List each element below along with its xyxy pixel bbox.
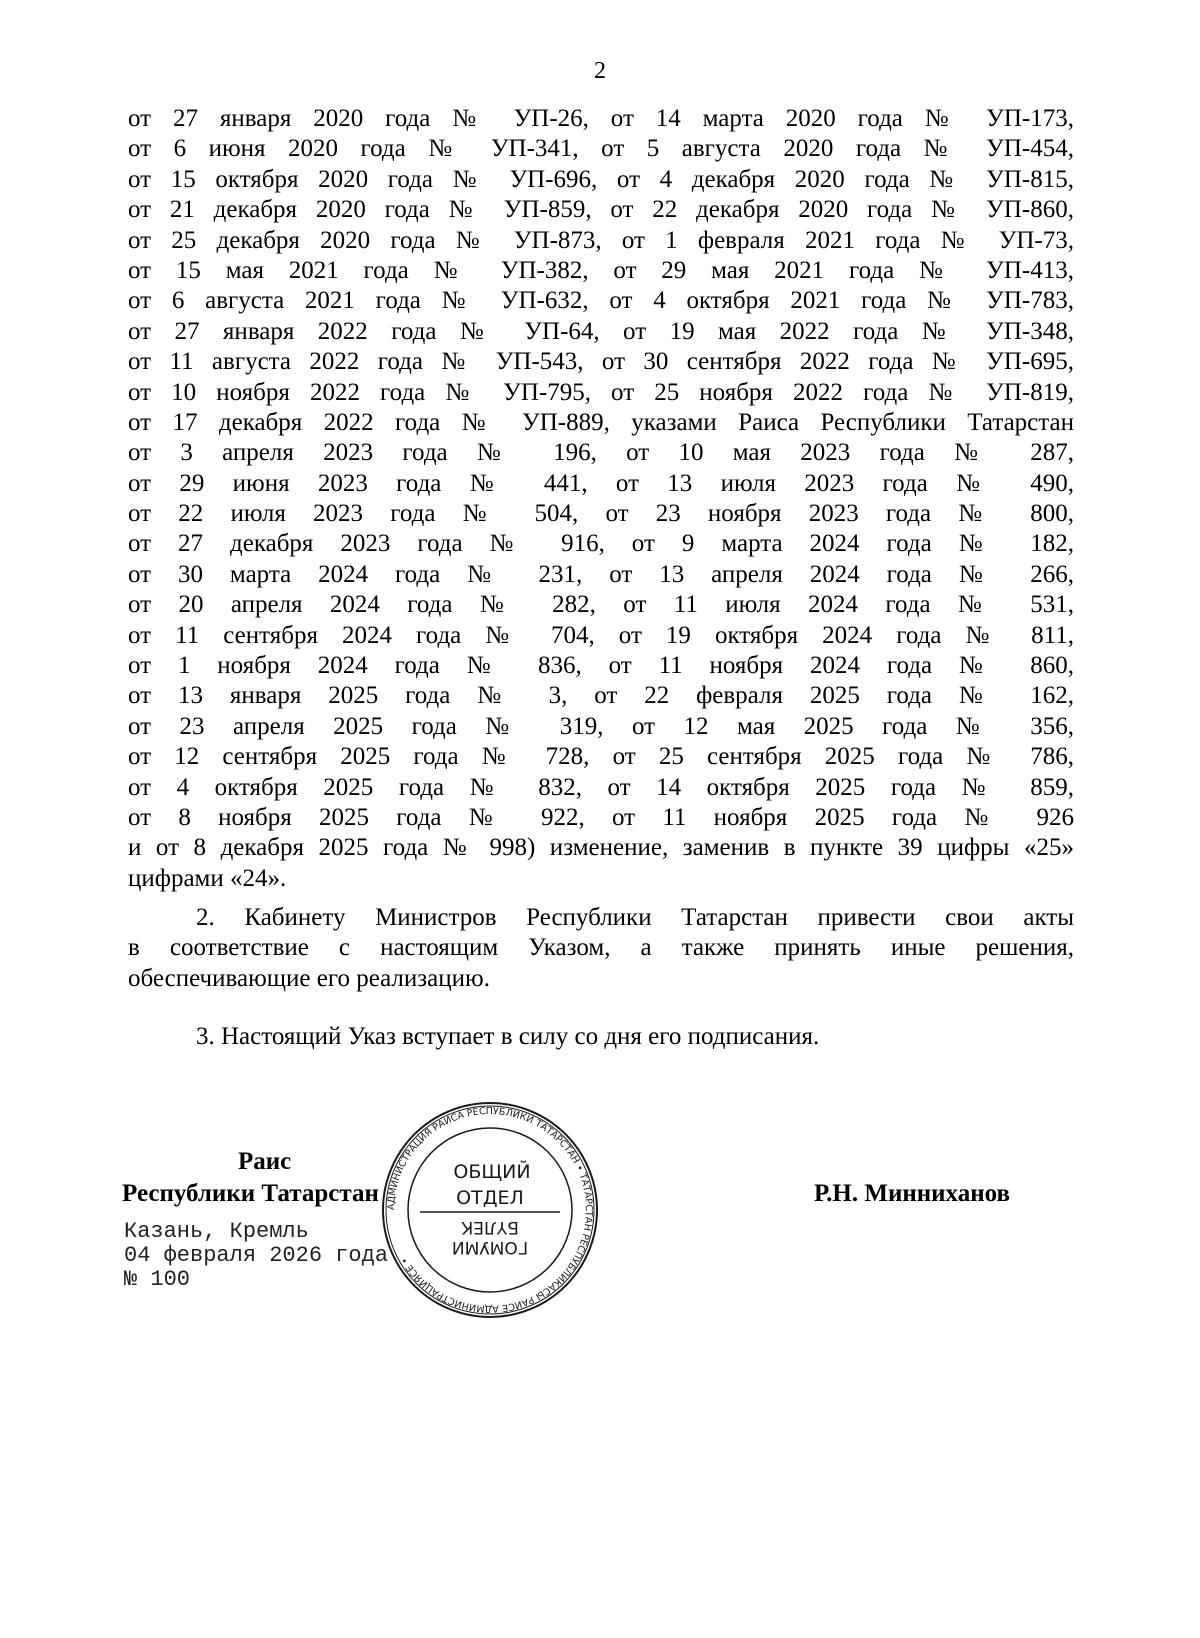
paragraph-3-text: 3. Настоящий Указ вступает в силу со дня его подписания. [196,1023,820,1050]
stamp-outer-text: АДМИНИСТРАЦИЯ РАИСА РЕСПУБЛИКИ ТАТАРСТАН • ТАТАРСТАН РЕСПУБЛИКАСЫ РАИСЕ АДМИНИСТРАЦИЯСЕ • [385,1105,595,1315]
place-of-signing: Казань, Кремль [124,1219,309,1244]
continuation-line: от 29 июня 2023 года № 441, от 13 июля 2023 года № 490, [128,469,1074,497]
continuation-line: от 1 ноября 2024 года № 836, от 11 ноября 2024 года № 860, [128,652,1074,680]
continuation-line: от 4 октября 2025 года № 832, от 14 октября 2025 года № 859, [128,773,1074,801]
page-number: 2 [594,58,606,84]
signatory-name: Р.Н. Минниханов [814,1180,1011,1207]
paragraph-2-line: в соответствие с настоящим Указом, а также принять иные решения, [128,934,1074,962]
stamp-center-line3: ГОМУМИ [451,1237,529,1257]
stamp-center-line2: ОТДЕЛ [456,1187,524,1209]
continuation-line: от 30 марта 2024 года № 231, от 13 апреля 2024 года № 266, [128,560,1074,588]
continuation-text [128,104,1074,894]
signature-title-line1: Раис [238,1148,292,1175]
continuation-line: от 27 января 2022 года № УП-64, от 19 мая 2022 года № УП-348, [128,317,1074,345]
stamp-center-line1: ОБЩИЙ [453,1161,531,1183]
continuation-line: от 22 июля 2023 года № 504, от 23 ноября 2023 года № 800, [128,500,1074,528]
continuation-line: от 6 июня 2020 года № УП-341, от 5 августа 2020 года № УП-454, [128,135,1074,163]
continuation-line: от 27 января 2020 года № УП-26, от 14 марта 2020 года № УП-173, [128,105,1074,132]
stamp-outer-ring [383,1103,597,1317]
decree-number: № 100 [124,1267,191,1292]
official-stamp [380,1100,600,1320]
continuation-line: от 10 ноября 2022 года № УП-795, от 25 ноября 2022 года № УП-819, [128,378,1074,406]
signature-title-line2: Республики Татарстан [122,1180,379,1207]
continuation-line: и от 8 декабря 2025 года № 998) изменение, заменив в пункте 39 цифры «25» [128,834,1074,862]
continuation-line: от 3 апреля 2023 года № 196, от 10 мая 2023 года № 287, [128,439,1074,467]
signing-date: 04 февраля 2026 года [124,1243,389,1268]
continuation-line: от 27 декабря 2023 года № 916, от 9 марта 2024 года № 182, [128,530,1074,558]
continuation-line: от 15 мая 2021 года № УП-382, от 29 мая 2021 года № УП-413, [128,256,1074,284]
paragraph-2-line: 2. Кабинету Министров Республики Татарстан привести свои акты [196,904,1074,931]
continuation-line: от 21 декабря 2020 года № УП-859, от 22 декабря 2020 года № УП-860, [128,196,1074,224]
paragraph-2-line: обеспечивающие его реализацию. [128,964,490,992]
paragraph-2 [128,903,1074,994]
paragraph-3 [128,1022,1074,1052]
continuation-line: от 8 ноября 2025 года № 922, от 11 ноября 2025 года № 926 [128,803,1074,831]
continuation-line: от 20 апреля 2024 года № 282, от 11 июля 2024 года № 531, [128,591,1074,619]
continuation-line: цифрами «24». [128,864,287,892]
continuation-line: от 11 августа 2022 года № УП-543, от 30 сентября 2022 года № УП-695, [128,348,1074,376]
continuation-line: от 23 апреля 2025 года № 319, от 12 мая 2025 года № 356, [128,712,1074,740]
continuation-line: от 6 августа 2021 года № УП-632, от 4 октября 2021 года № УП-783, [128,287,1074,315]
continuation-line: от 15 октября 2020 года № УП-696, от 4 декабря 2020 года № УП-815, [128,165,1074,193]
stamp-inner-ring [408,1128,572,1292]
stamp-center-line4: БҮЛЕК [461,1217,519,1237]
continuation-line: от 12 сентября 2025 года № 728, от 25 сентября 2025 года № 786, [128,743,1074,771]
continuation-line: от 13 января 2025 года № 3, от 22 февраля 2025 года № 162, [128,682,1074,710]
continuation-line: от 17 декабря 2022 года № УП-889, указами Раиса Республики Татарстан [128,408,1074,436]
continuation-line: от 11 сентября 2024 года № 704, от 19 октября 2024 года № 811, [128,621,1074,649]
continuation-line: от 25 декабря 2020 года № УП-873, от 1 февраля 2021 года № УП-73, [128,226,1074,254]
